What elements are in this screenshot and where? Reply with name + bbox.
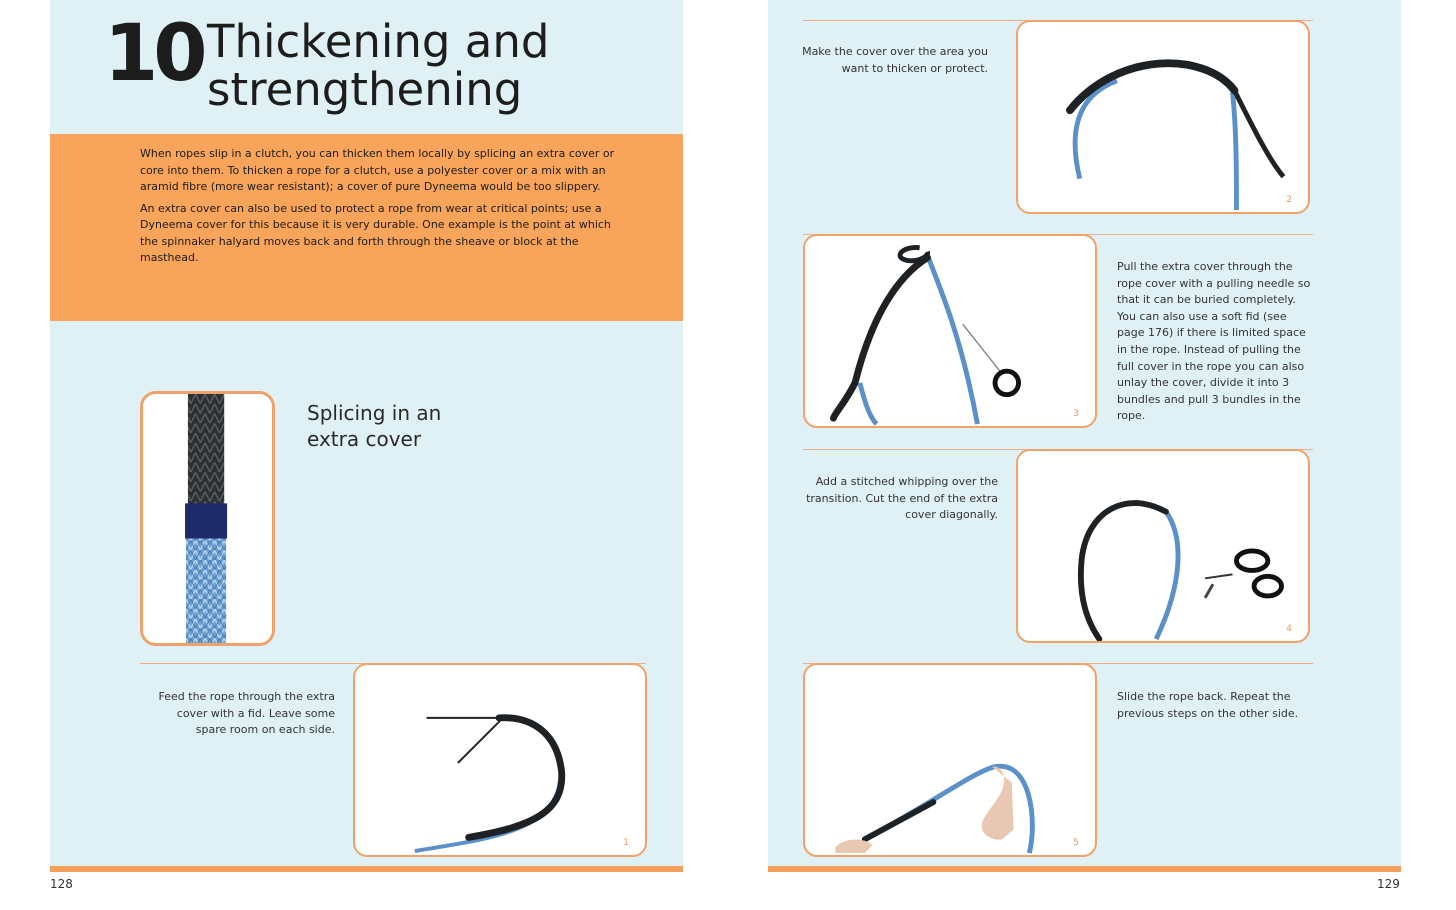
- section-heading-line2: extra cover: [307, 427, 422, 451]
- chapter-title-line2: strengthening: [207, 63, 523, 116]
- left-page-number: 128: [50, 877, 73, 891]
- step-1-rope-illustration: [355, 665, 645, 855]
- chapter-title: [207, 15, 550, 116]
- step-2-caption: Make the cover over the area you want to thicken or protect.: [802, 45, 988, 75]
- step-5-number: 5: [1073, 838, 1079, 848]
- intro-paragraph-2: An extra cover can also be used to protect a rope from wear at critical points; use a Dyneema cover for this because it is very durable. One example is the point at which the spinnaker halyard moves back and forth through the sheave or block at the masthead.: [140, 201, 611, 264]
- right-bottom-rule: [768, 866, 1401, 872]
- step-3-rope-illustration: [805, 236, 1095, 426]
- step-4-number: 4: [1286, 624, 1292, 634]
- section-heading-line1: Splicing in an: [307, 401, 442, 425]
- intro-text: [140, 146, 620, 272]
- step-2-rope-illustration: [1018, 22, 1308, 212]
- chapter-title-line1: Thickening and: [207, 15, 550, 68]
- step-4-rope-illustration: [1018, 451, 1308, 641]
- step-3-photo: [803, 234, 1097, 428]
- step-3-number: 3: [1073, 409, 1079, 419]
- step-1-caption: Feed the rope through the extra cover with a fid. Leave some spare room on each side.: [158, 690, 335, 737]
- step-5-photo: [803, 663, 1097, 857]
- rope-closeup-illustration: [143, 394, 272, 643]
- section-heading: [307, 400, 441, 452]
- chapter-number: 10: [104, 9, 203, 99]
- step-2-number: 2: [1286, 195, 1292, 205]
- rope-closeup-photo: [140, 391, 275, 646]
- right-page-number: 129: [1377, 877, 1400, 891]
- intro-panel: [50, 134, 683, 321]
- step-1-number: 1: [623, 838, 629, 848]
- step-1-photo: [353, 663, 647, 857]
- step-5-caption: Slide the rope back. Repeat the previous steps on the other side.: [1117, 690, 1299, 720]
- step-4-caption: Add a stitched whipping over the transition. Cut the end of the extra cover diagonally.: [806, 475, 998, 522]
- step-2-photo: [1016, 20, 1310, 214]
- step-4-photo: [1016, 449, 1310, 643]
- intro-paragraph-1: When ropes slip in a clutch, you can thicken them locally by splicing an extra cover or core into them. To thicken a rope for a clutch, use a polyester cover or a mix with an aramid fibre (more wear resistant); a cover of pure Dyneema would be too slippery.: [140, 147, 615, 193]
- left-bottom-rule: [50, 866, 683, 872]
- step-5-rope-illustration: [805, 665, 1095, 855]
- step-3-caption: Pull the extra cover through the rope cover with a pulling needle so that it can be buried completely. You can also use a soft fid (see page 176) if there is limited space in the rope. Instead of pulling the full cover in the rope you can also unlay the cover, divide it into 3 bundles and pull 3 bundles in the rope.: [1117, 260, 1311, 423]
